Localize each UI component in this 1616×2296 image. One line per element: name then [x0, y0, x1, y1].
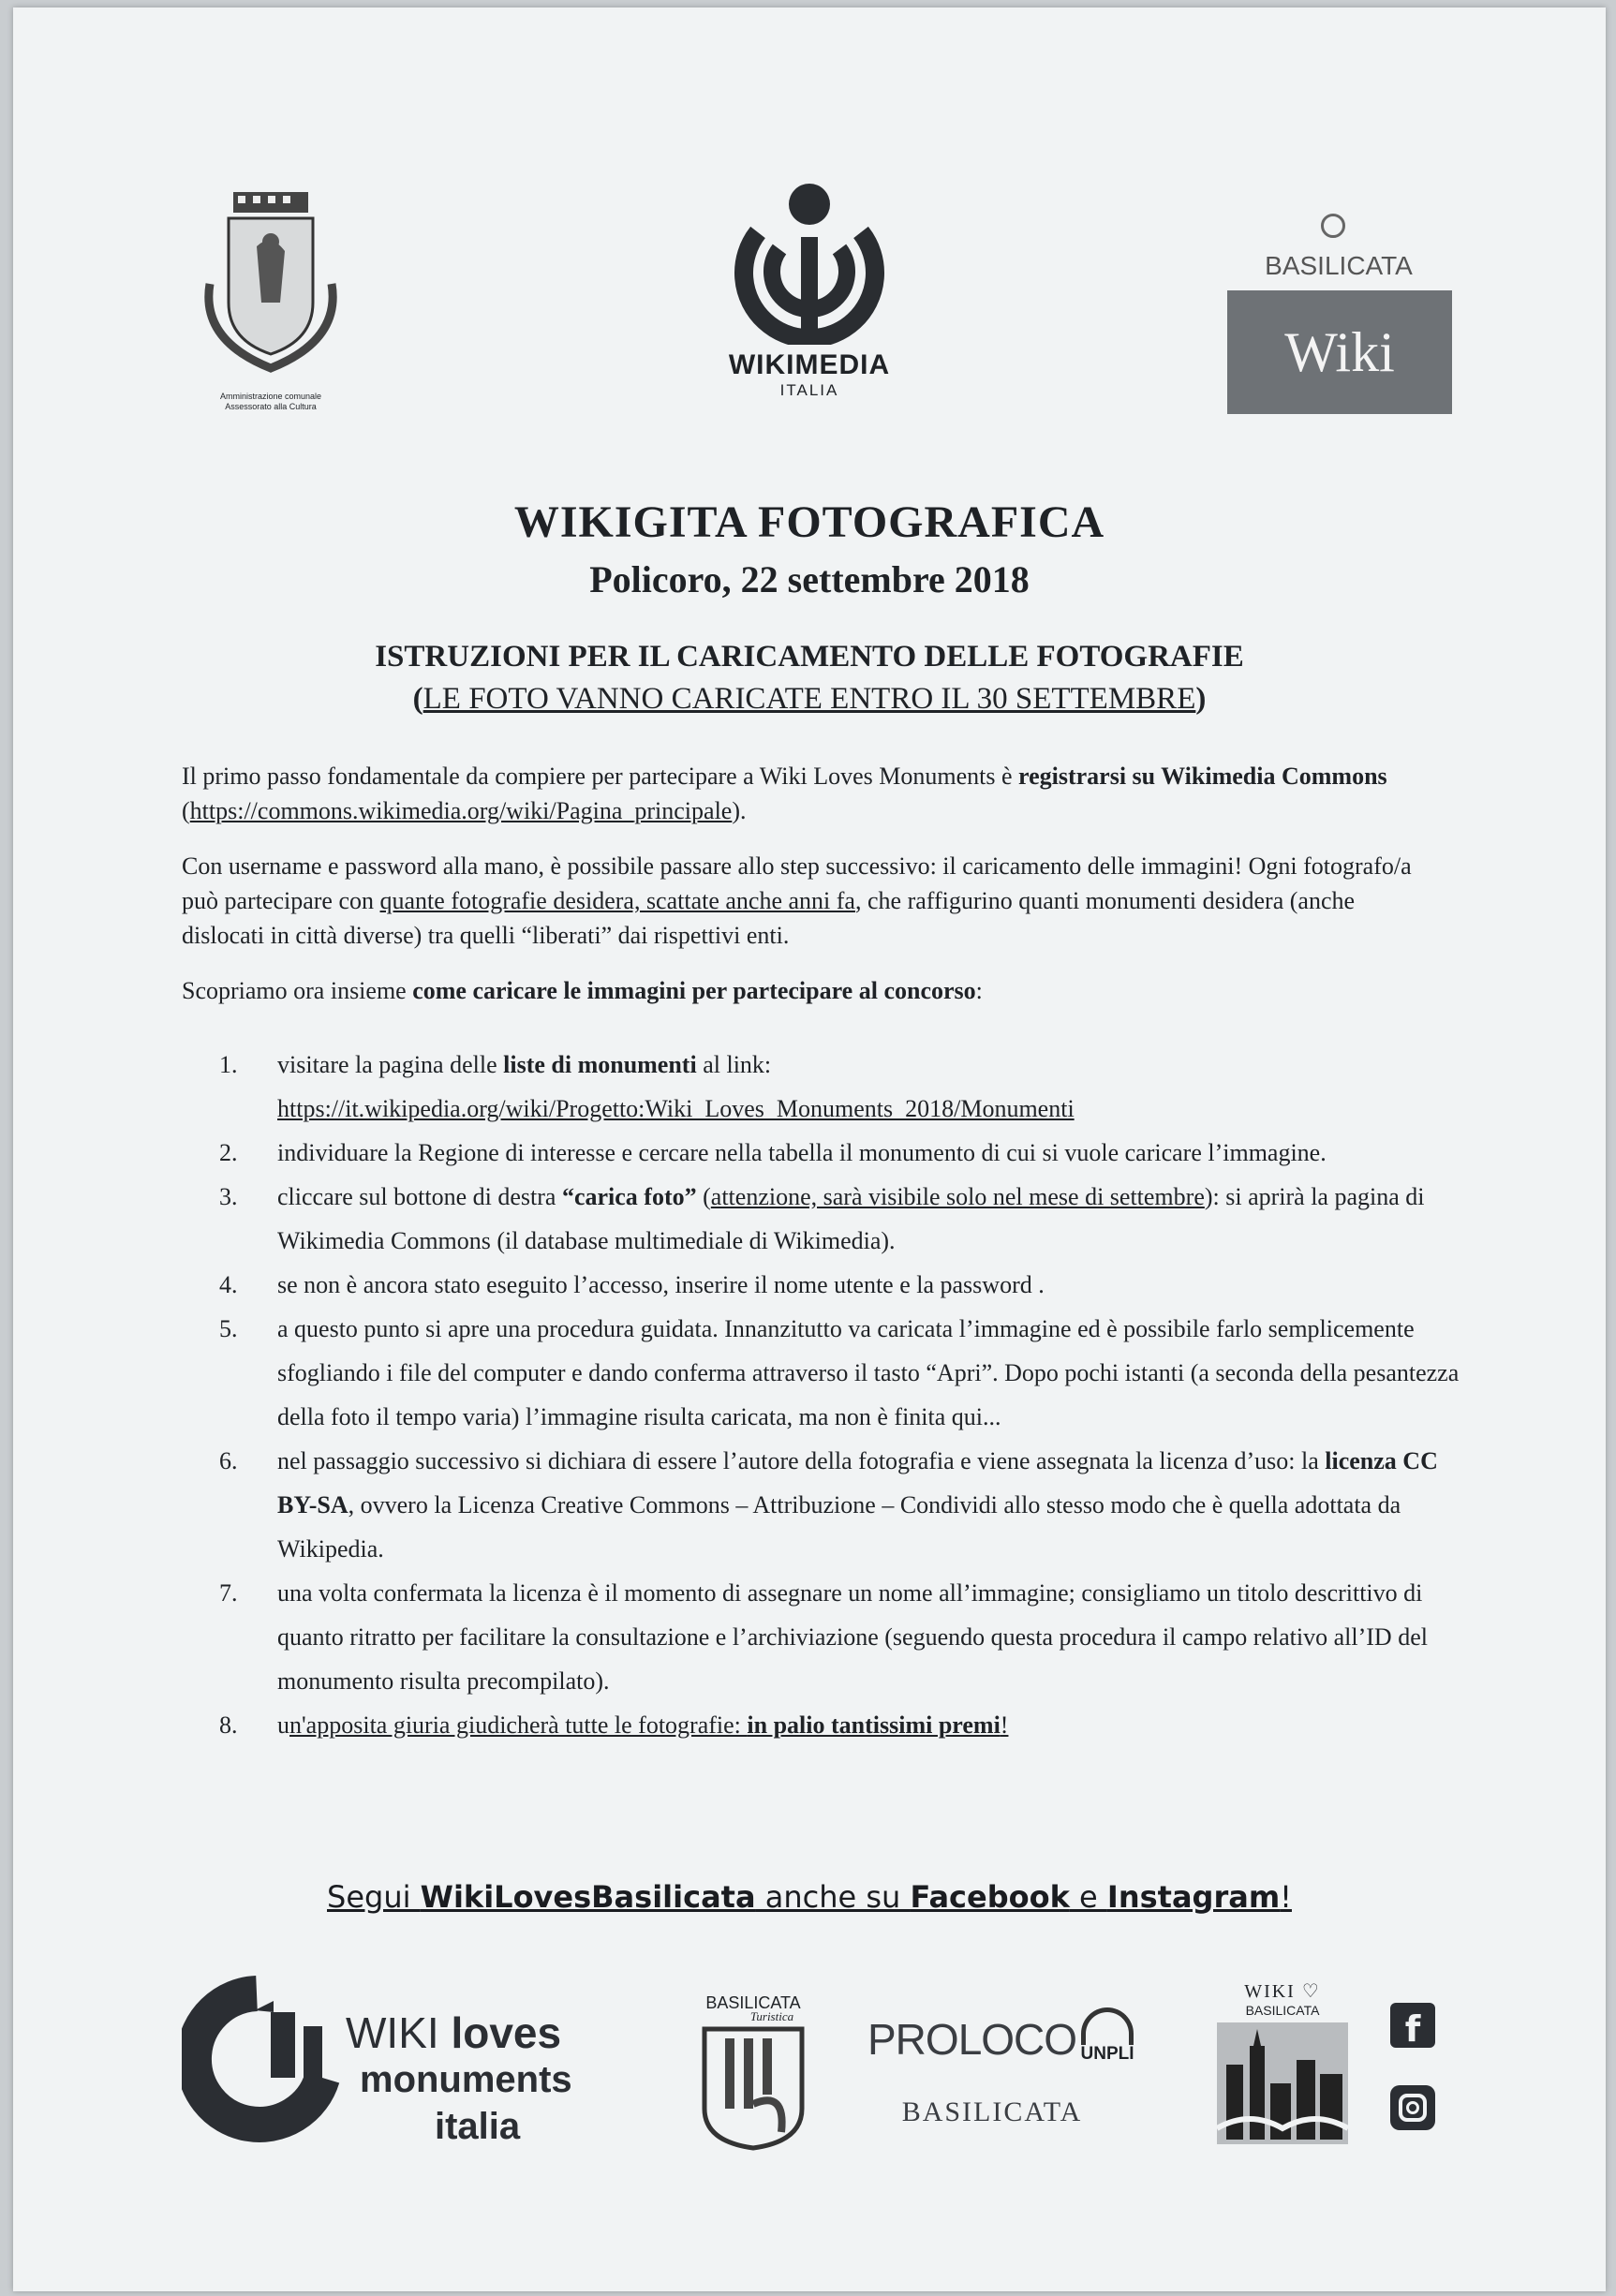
step-number: 1. [219, 1051, 238, 1078]
list-item [219, 1131, 1465, 1175]
step-underlined: attenzione, sarà visibile solo nel mese di settembre [710, 1183, 1205, 1210]
step-number: 8. [219, 1711, 238, 1739]
pro-loco-logo [856, 2003, 1165, 2153]
wikimedia-icon [669, 176, 950, 345]
crest-icon [191, 190, 350, 387]
wikimedia-italia-logo [669, 176, 950, 420]
basilicata-turistica-logo [692, 1993, 814, 2157]
wikimedia-name: WIKIMEDIA [728, 349, 891, 380]
social-text: e [1069, 1879, 1107, 1915]
wb-region: BASILICATA [1245, 2003, 1320, 2018]
wiki-label: Wiki [1284, 321, 1395, 383]
facebook-link[interactable]: Facebook [910, 1879, 1070, 1915]
step-text: cliccare sul bottone di destra [277, 1183, 562, 1210]
intro-p1-text: Il primo passo fondamentale da compiere per partecipare a Wiki Loves Monuments è [182, 763, 1019, 790]
step-text: nel passaggio successivo si dichiara di essere l’autore della fotografia e viene assegnata la licenza d’uso: la [277, 1447, 1326, 1474]
basilicata-wiki-logo [1222, 204, 1456, 420]
wlm-loves: loves [451, 2008, 562, 2057]
wb-wiki: WIKI [1244, 1981, 1296, 2002]
commons-link[interactable]: https://commons.wikimedia.org/wiki/Pagina_principale [189, 797, 733, 824]
list-item [219, 1703, 1465, 1747]
comune-caption [191, 392, 350, 412]
page-title: WIKIGITA FOTOGRAFICA [513, 497, 1105, 547]
facebook-icon[interactable]: f [1390, 2003, 1435, 2048]
unpli-arch-icon [1081, 2007, 1134, 2045]
wiki-loves-monuments-logo [182, 1975, 669, 2162]
intro-paragraph-3 [182, 973, 1437, 1008]
step-text: , ovvero la Licenza Creative Commons – Attribuzione – Condividi allo stesso modo che è quella adottata da Wikipedia. [277, 1491, 1401, 1563]
list-item [219, 1043, 1465, 1131]
list-item [219, 1439, 1465, 1571]
comune-caption-line1: Amministrazione comunale [219, 392, 322, 401]
intro-p1-bold: registrarsi su Wikimedia Commons [1018, 763, 1387, 790]
unpli-badge [1067, 2003, 1151, 2078]
step-number: 6. [219, 1447, 238, 1474]
wb-title [1212, 1979, 1353, 2003]
intro-p1-paren: ( [182, 797, 190, 824]
step-text: ): si aprirà la pagina di Wikimedia Commons (il database multimediale di Wikimedia). [277, 1183, 1425, 1254]
wlm-mark-icon [182, 1975, 350, 2162]
proloco-pro: PRO [867, 2015, 958, 2064]
wiki-basilicata-logo [1212, 1979, 1353, 2157]
step-text: se non è ancora stato eseguito l’accesso, inserire il nome utente e la password . [277, 1271, 1045, 1298]
skyline-icon [1212, 2018, 1353, 2149]
step-number: 3. [219, 1183, 238, 1210]
proloco-loco: LOCO [957, 2015, 1077, 2064]
list-item [219, 1307, 1465, 1439]
intro-p2-end: , che raffigurino quanti monumenti desidera (anche dislocati in città diverse) tra quelli “liberati” dai rispettivi enti. [182, 887, 1356, 949]
intro-p2-underlined: quante fotografie desidera, scattate anche anni fa [379, 887, 855, 914]
comune-crest-logo [191, 190, 350, 411]
bt-sublabel: Turistica [749, 2009, 794, 2023]
steps-list [219, 1043, 1465, 1747]
social-text: ! [1280, 1879, 1292, 1915]
step-bold: licenza CC BY-SA [277, 1447, 1438, 1518]
list-item [219, 1571, 1465, 1703]
list-item [219, 1263, 1465, 1307]
step-text: u [277, 1711, 289, 1739]
intro-p2-text: Con username e password alla mano, è possibile passare allo step successivo: il caricamento delle immagini! Ogni fotografo/a può partecipare con [182, 852, 1412, 914]
poster-sheet [13, 7, 1606, 2291]
social-text: Segui [327, 1879, 421, 1915]
step-text: visitare la pagina delle [277, 1051, 504, 1078]
instagram-lens-center [1406, 2101, 1419, 2114]
step-bold: in palio tantissimi premi [747, 1711, 1001, 1739]
list-item [219, 1175, 1465, 1263]
step-bold: liste di monumenti [503, 1051, 697, 1078]
intro-p3-bold: come caricare le immagini per partecipare al concorso [412, 977, 976, 1004]
section-heading: ISTRUZIONI PER IL CARICAMENTO DELLE FOTOGRAFIE [375, 640, 1244, 674]
intro-paragraph-1 [182, 759, 1437, 828]
step-number: 2. [219, 1139, 238, 1166]
wlm-monuments: monuments [360, 2059, 572, 2100]
step-bold: “carica foto” [561, 1183, 697, 1210]
step-number: 7. [219, 1579, 238, 1607]
comune-caption-line2: Assessorato alla Cultura [225, 402, 317, 411]
step-text: ! [1000, 1711, 1009, 1739]
social-line [13, 1879, 1606, 1915]
globe-icon [1321, 214, 1345, 238]
intro-p3-end: : [975, 977, 983, 1004]
step-number: 4. [219, 1271, 238, 1298]
wikimedia-country: ITALIA [779, 381, 839, 399]
wlm-italia: italia [435, 2106, 521, 2147]
step-underlined: n'apposita giuria giudicherà tutte le fotografie: [289, 1711, 748, 1739]
heart-icon: ♡ [1295, 1981, 1321, 2002]
step-text: a questo punto si apre una procedura guidata. Innanzitutto va caricata l’immagine ed è possibile farlo semplicemente sfogliando i file del computer e dando conferma attraverso il tasto “Apri”. Dopo pochi istanti (a seconda della pesantezza della foto il tempo varia) l’immagine risulta caricata, ma non è finita qui... [277, 1315, 1460, 1430]
step-text: una volta confermata la licenza è il momento di assegnare un nome all’immagine; consigliamo un titolo descrittivo di quanto ritratto per facilitare la consultazione e l’archiviazione (seguendo questa procedura il campo relativo all’ID del monumento risulta precompilato). [277, 1579, 1428, 1695]
basilicata-label: BASILICATA [1265, 251, 1413, 280]
proloco-region: BASILICATA [901, 2096, 1083, 2127]
step-text: individuare la Regione di interesse e cercare nella tabella il monumento di cui si vuole caricare l’immagine. [277, 1139, 1327, 1166]
deadline-text: LE FOTO VANNO CARICATE ENTRO IL 30 SETTEMBRE [423, 682, 1196, 716]
note-close-paren: ) [1195, 682, 1207, 716]
page-subtitle: Policoro, 22 settembre 2018 [589, 558, 1030, 600]
note-open-paren: ( [412, 682, 423, 716]
unpli-label: UNPLI [1080, 2044, 1134, 2064]
intro-p3-text: Scopriamo ora insieme [182, 977, 413, 1004]
social-text: anche su [755, 1879, 911, 1915]
instagram-icon[interactable] [1390, 2085, 1435, 2130]
step-text: ( [696, 1183, 711, 1210]
intro-paragraph-2 [182, 849, 1437, 953]
wlm-wiki: WIKI [346, 2008, 439, 2057]
social-hashtag[interactable]: WikiLovesBasilicata [420, 1879, 756, 1915]
column-shield-icon [697, 2024, 809, 2151]
intro-p1-end: ). [732, 797, 747, 824]
bt-label: BASILICATA [705, 1993, 801, 2012]
step-text: al link: [696, 1051, 772, 1078]
section-deadline-note [13, 682, 1606, 717]
wiki-box [1227, 290, 1452, 414]
step-number: 5. [219, 1315, 238, 1342]
monuments-list-link[interactable]: https://it.wikipedia.org/wiki/Progetto:Wiki_Loves_Monuments_2018/Monumenti [277, 1095, 1075, 1122]
instagram-link[interactable]: Instagram [1106, 1879, 1281, 1915]
